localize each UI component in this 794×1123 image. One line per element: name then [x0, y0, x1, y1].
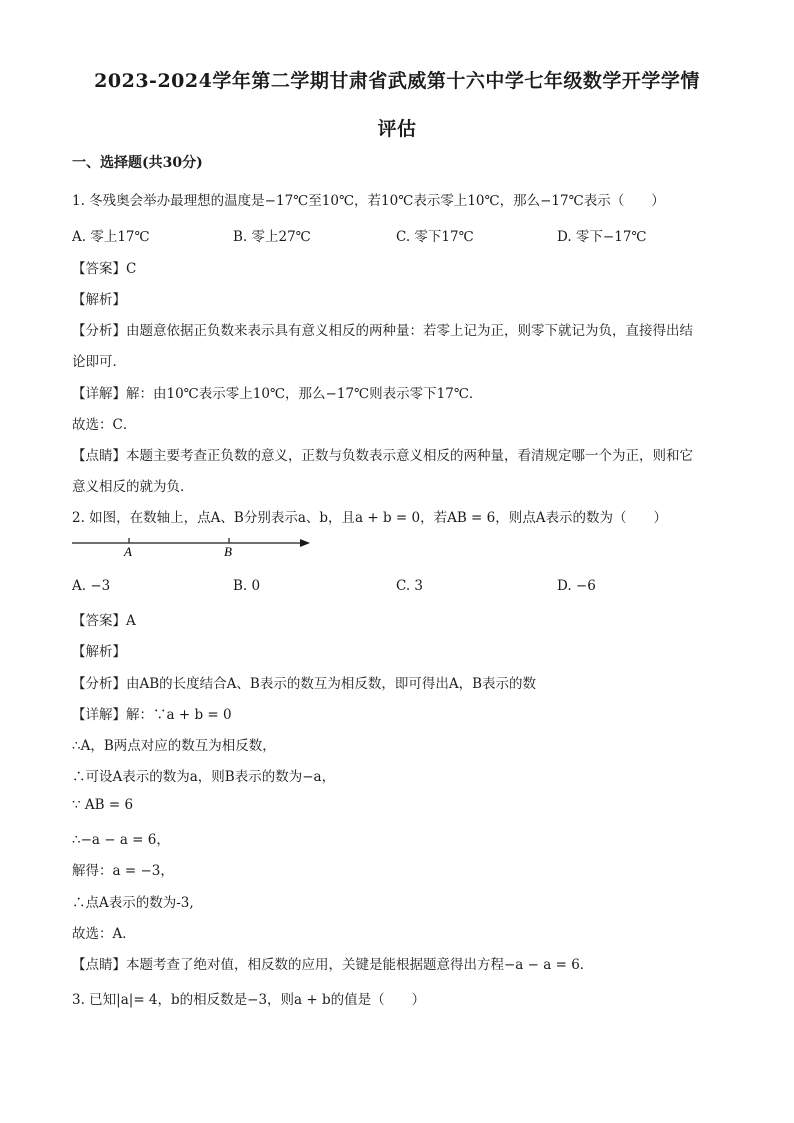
q1-option-a: A. 零上17℃	[72, 229, 150, 245]
q2-step2: ∴可设A表示的数为a，则B表示的数为−a，	[72, 769, 336, 785]
point-b-label: B	[224, 544, 232, 558]
q1-answer: 【答案】C	[72, 261, 137, 277]
q1-guxuan: 故选：C．	[72, 417, 137, 433]
q2-fenxi: 【分析】由AB的长度结合A、B表示的数互为相反数，即可得出A，B表示的数	[72, 676, 537, 692]
q1-analysis-label: 【解析】	[72, 292, 126, 308]
q1-fenxi-line1: 【分析】由题意依据正负数来表示具有意义相反的两种量：若零上记为正，则零下就记为负，直接得出结	[72, 323, 693, 339]
q2-answer: 【答案】A	[72, 613, 136, 629]
q2-step3: ∵ AB = 6	[72, 797, 134, 813]
q1-dianjing-line2: 意义相反的就为负．	[72, 479, 194, 495]
document-title-line2: 评估	[377, 118, 417, 140]
number-line-arrow	[300, 539, 310, 547]
q2-analysis-label: 【解析】	[72, 644, 126, 660]
q2-stem: 2. 如图，在数轴上，点A、B分别表示a、b，且a + b = 0，若AB = 6，则点A表示的数为（ ）	[72, 510, 668, 526]
q2-step6: ∴点A表示的数为-3,	[72, 895, 194, 911]
q1-dianjing-line1: 【点睛】本题主要考查正负数的意义，正数与负数表示意义相反的两种量，看清规定哪一个为正，则和它	[72, 448, 693, 464]
q2-option-b: B. 0	[233, 578, 261, 594]
q3-stem: 3. 已知|a|= 4，b的相反数是−3，则a + b的值是（ ）	[72, 992, 426, 1008]
q2-option-c: C. 3	[396, 578, 424, 594]
q2-option-a: A. −3	[72, 578, 111, 594]
q2-dianjing: 【点睛】本题考查了绝对值，相反数的应用，关键是能根据题意得出方程−a − a = 6．	[72, 957, 594, 973]
q1-option-d: D. 零下−17℃	[557, 229, 647, 245]
q2-xiangjie: 【详解】解：∵a + b = 0	[72, 707, 232, 723]
q1-stem: 1. 冬残奥会举办最理想的温度是−17℃至10℃，若10℃表示零上10℃，那么−17℃表示（ ）	[72, 193, 665, 209]
q1-option-b: B. 零上27℃	[233, 229, 311, 245]
q2-option-d: D. −6	[557, 578, 596, 594]
q1-option-c: C. 零下17℃	[396, 229, 474, 245]
q2-step5: 解得：a = −3，	[72, 863, 174, 879]
document-title-line1: 2023-2024学年第二学期甘肃省武威第十六中学七年级数学开学学情	[94, 70, 700, 92]
q2-guxuan: 故选：A．	[72, 926, 136, 942]
point-a-label: A	[124, 544, 132, 558]
q1-fenxi-line2: 论即可．	[72, 354, 126, 370]
q2-step4: ∴−a − a = 6，	[72, 832, 170, 848]
q2-step1: ∴A，B两点对应的数互为相反数，	[72, 738, 276, 754]
number-line-figure	[72, 528, 322, 558]
q1-xiangjie: 【详解】解：由10℃表示零上10℃，那么−17℃则表示零下17℃．	[72, 386, 483, 402]
section-heading: 一、选择题(共30分)	[72, 155, 203, 171]
